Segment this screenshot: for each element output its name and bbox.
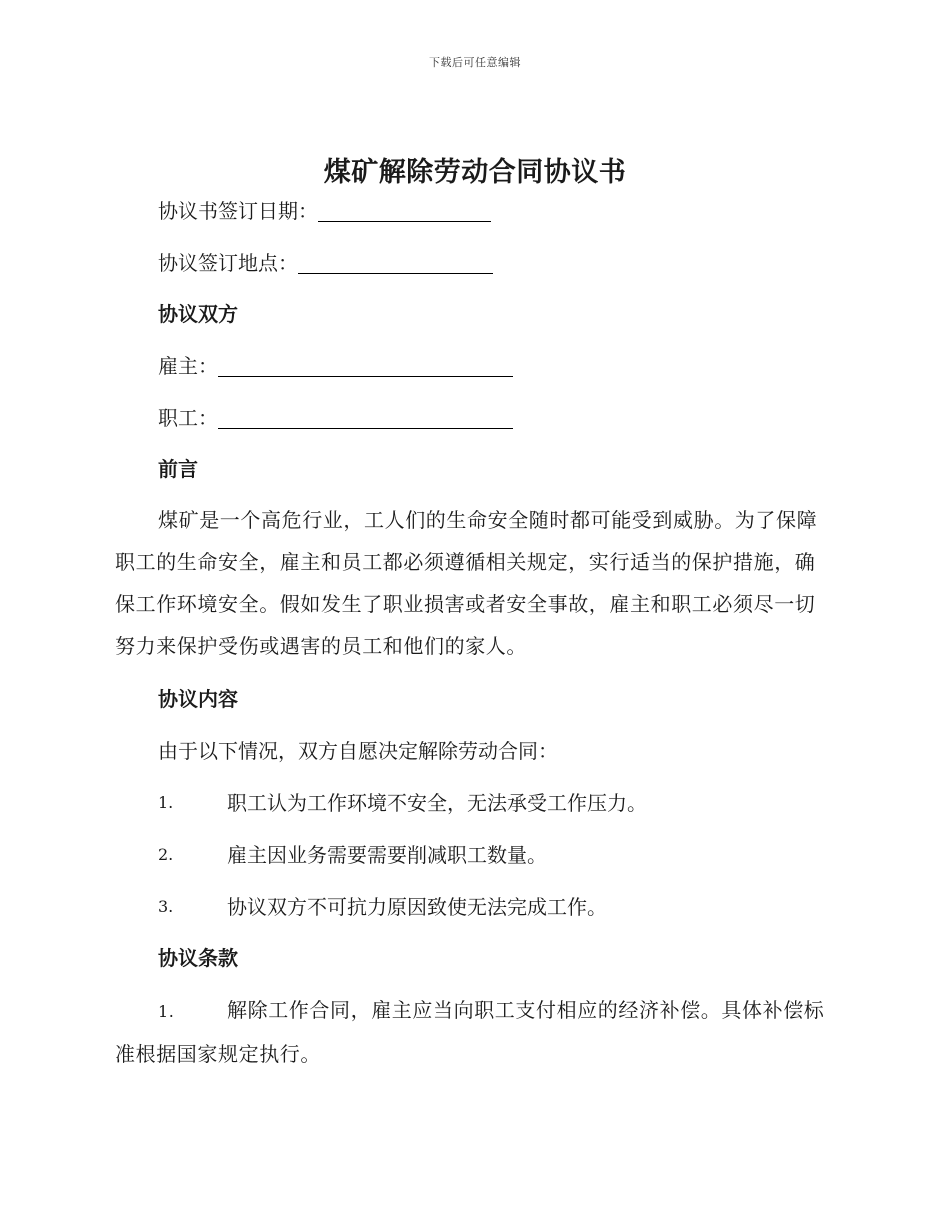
content-item-number: 3. — [158, 897, 174, 916]
terms-item-text: 解除工作合同，雇主应当向职工支付相应的经济补偿。具体补偿标准根据国家规定执行。 — [115, 998, 825, 1066]
preface-heading: 前言 — [158, 457, 198, 481]
sign-date-label: 协议书签订日期： — [158, 199, 318, 223]
employee-row — [158, 404, 513, 432]
employer-blank[interactable] — [218, 356, 513, 377]
sign-date-blank[interactable] — [318, 201, 491, 222]
content-item-number: 1. — [158, 793, 174, 812]
content-item-number: 2. — [158, 845, 174, 864]
employee-blank[interactable] — [218, 408, 513, 429]
terms-item-number: 1. — [158, 1002, 175, 1021]
content-item-text: 职工认为工作环境不安全，无法承受工作压力。 — [227, 791, 647, 815]
content-intro: 由于以下情况，双方自愿决定解除劳动合同： — [158, 739, 558, 763]
sign-place-row — [158, 249, 493, 277]
content-item-text: 雇主因业务需要需要削减职工数量。 — [227, 843, 547, 867]
sign-place-blank[interactable] — [298, 253, 493, 274]
header-note: 下载后可任意编辑 — [429, 56, 521, 69]
terms-heading: 协议条款 — [158, 946, 238, 970]
content-item-text: 协议双方不可抗力原因致使无法完成工作。 — [227, 895, 607, 919]
preface-paragraph: 煤矿是一个高危行业，工人们的生命安全随时都可能受到威胁。为了保障职工的生命安全，雇主和员工都必须遵循相关规定，实行适当的保护措施，确保工作环境安全。假如发生了职业损害或者安全事故，雇主和职工必须尽一切努力来保护受伤或遇害的员工和他们的家人。 — [115, 508, 818, 658]
terms-item — [115, 989, 835, 1075]
content-heading: 协议内容 — [158, 687, 238, 711]
employer-label: 雇主： — [158, 354, 218, 378]
sign-place-label: 协议签订地点： — [158, 251, 298, 275]
sign-date-row — [158, 197, 491, 225]
employee-label: 职工： — [158, 406, 218, 430]
employer-row — [158, 352, 513, 380]
parties-heading: 协议双方 — [158, 302, 238, 326]
document-title: 煤矿解除劳动合同协议书 — [323, 157, 627, 188]
